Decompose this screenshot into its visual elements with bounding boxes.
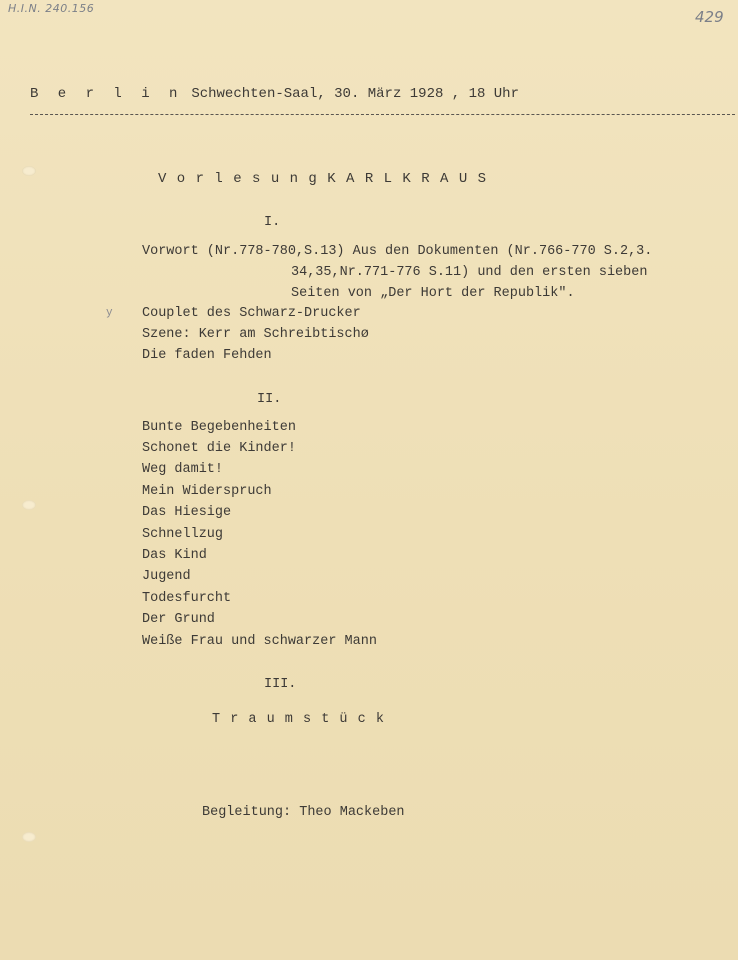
section-2-item: Das Hiesige [142,505,232,520]
section-1-numeral: I. [264,215,281,230]
vorwort-line-1: Vorwort (Nr.778-780,S.13) Aus den Dokumenten (Nr.766-770 S.2,3. [142,244,653,259]
vorwort-line-2: 34,35,Nr.771-776 S.11) und den ersten sieben [291,265,648,280]
section-2-item: Bunte Begebenheiten [142,420,296,435]
section-2-item: Schonet die Kinder! [142,441,296,456]
header-line [30,86,519,102]
section-1-item: Die faden Fehden [142,348,272,363]
punch-hole [22,166,36,176]
header-venue-date: Schwechten-Saal, 30. März 1928 , 18 Uhr [191,86,519,102]
header-city: B e r l i n [30,86,183,102]
section-2-item: Jugend [142,569,191,584]
section-2-item: Todesfurcht [142,591,232,606]
section-2-item: Schnellzug [142,527,224,542]
section-3-title: T r a u m s t ü c k [212,712,385,727]
section-2-item: Weg damit! [142,462,224,477]
section-1-item: Couplet des Schwarz-Drucker [142,306,361,321]
section-2-numeral: II. [257,392,282,407]
punch-hole [22,500,36,510]
page-number: 429 [695,8,724,26]
section-2-item: Der Grund [142,612,215,627]
archive-mark: H.I.N. 240.156 [8,2,95,15]
section-3-numeral: III. [264,677,297,692]
document-title: V o r l e s u n g K A R L K R A U S [158,171,488,187]
accompaniment: Begleitung: Theo Mackeben [202,805,405,820]
vorwort-line-3: Seiten von „Der Hort der Republik". [291,286,575,301]
punch-hole [22,832,36,842]
section-2-item: Weiße Frau und schwarzer Mann [142,634,377,649]
header-rule [30,114,735,115]
section-2-item: Das Kind [142,548,207,563]
margin-note: y [106,307,113,319]
section-2-item: Mein Widerspruch [142,484,272,499]
section-1-item: Szene: Kerr am Schreibtischø [142,327,369,342]
